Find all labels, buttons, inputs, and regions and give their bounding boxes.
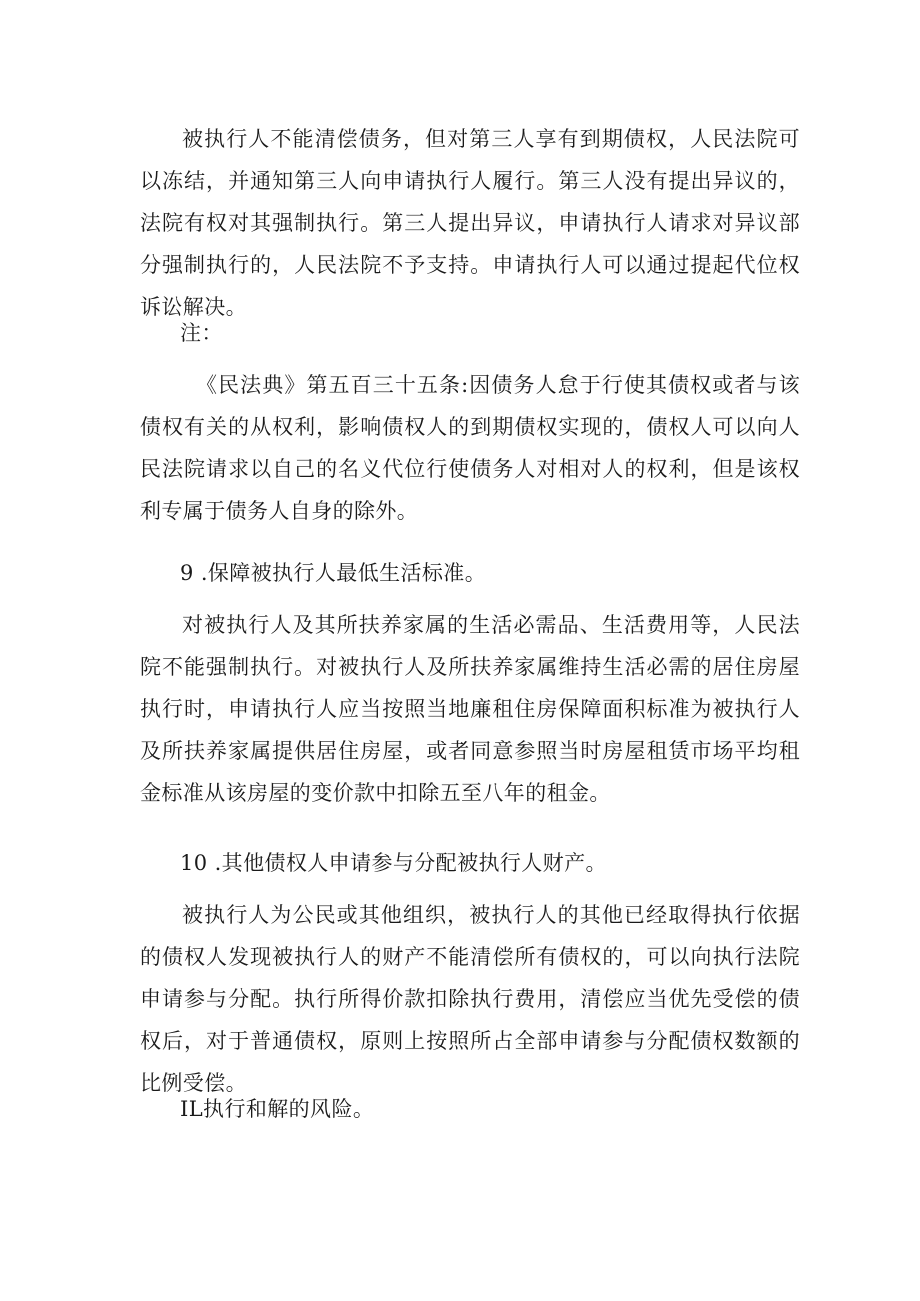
- paragraph-minimum-living-standard: 对被执行人及其所扶养家属的生活必需品、生活费用等，人民法院不能强制执行。对被执行人及所扶养家属维持生活必需的居住房屋执行时，申请执行人应当按照当地廉租住房保障面积标准为被执行人及所扶养家属提供居住房屋，或者同意参照当时房屋租赁市场平均租金标准从该房屋的变价款中扣除五至八年的租金。: [140, 613, 800, 805]
- paragraph-civil-code-note: 《民法典》第五百三十五条:因债务人怠于行使其债权或者与该债权有关的从权利，影响债权人的到期债权实现的，债权人可以向人民法院请求以自己的名义代位行使债务人对相对人的权利，但是该权利专属于债务人自身的除外。: [140, 373, 800, 523]
- note-label: 注：: [180, 321, 223, 345]
- section-11-title: IL执行和解的风险。: [180, 1097, 375, 1121]
- paragraph-third-party-debt: 被执行人不能清偿债务，但对第三人享有到期债权，人民法院可以冻结，并通知第三人向申请执行人履行。第三人没有提出异议的，法院有权对其强制执行。第三人提出异议，申请执行人请求对异议部分强制执行的，人民法院不予支持。申请执行人可以通过提起代位权诉讼解决。: [140, 127, 800, 319]
- section-9-title: 9 .保障被执行人最低生活标准。: [180, 561, 487, 585]
- paragraph-distribution-participation: 被执行人为公民或其他组织，被执行人的其他已经取得执行依据的债权人发现被执行人的财产不能清偿所有债权的，可以向执行法院申请参与分配。执行所得价款扣除执行费用，清偿应当优先受偿的债权后，对于普通债权，原则上按照所占全部申请参与分配债权数额的比例受偿。: [140, 903, 800, 1095]
- section-10-title: 10 .其他债权人申请参与分配被执行人财产。: [180, 851, 607, 875]
